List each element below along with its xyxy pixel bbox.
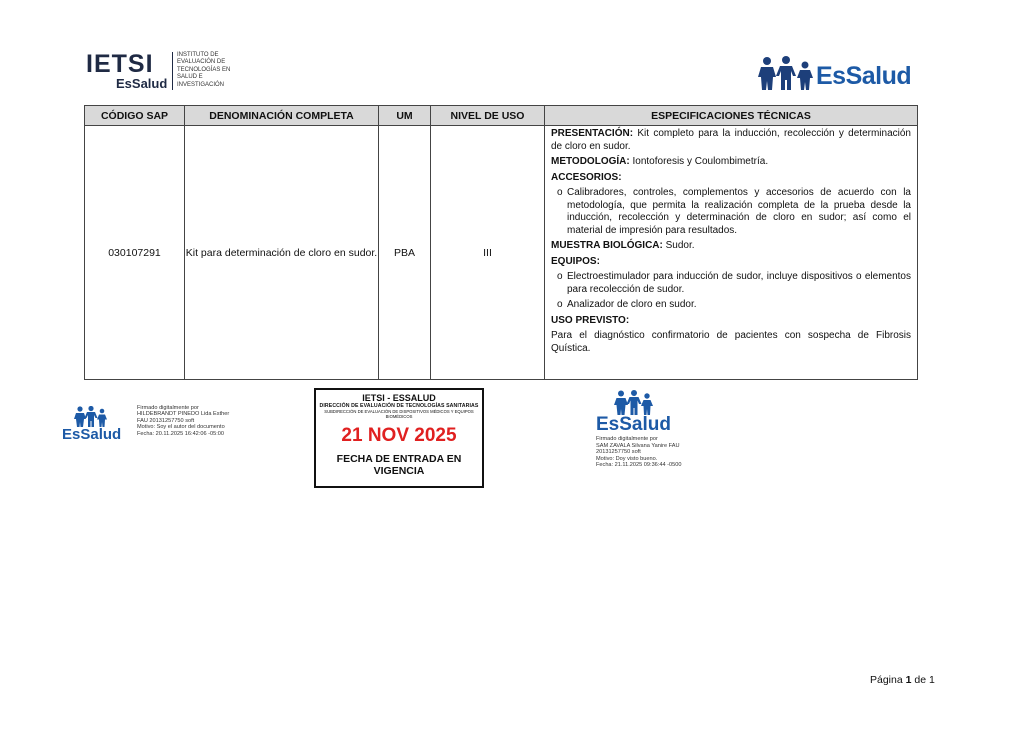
signature-left-logo: [62, 406, 122, 446]
spec-presentacion-label: PRESENTACIÓN:: [551, 128, 634, 139]
spec-equipos-item-text: Analizador de cloro en sudor.: [567, 299, 697, 310]
family-figures-icon: [614, 390, 688, 416]
stamp-direction: DIRECCIÓN DE EVALUACIÓN DE TECNOLOGÍAS SANITARIAS: [319, 403, 479, 409]
cell-denominacion: Kit para determinación de cloro en sudor.: [185, 126, 379, 380]
spec-equipos-item: [551, 299, 911, 312]
cell-codigo-sap: 030107291: [85, 126, 185, 380]
spec-muestra: [551, 240, 911, 253]
ietsi-logo-divider: [172, 52, 173, 90]
spec-muestra-label: MUESTRA BIOLÓGICA:: [551, 240, 663, 251]
essalud-logo-word: EsSalud: [816, 62, 912, 90]
bullet-marker: o: [557, 271, 563, 282]
col-denominacion: DENOMINACIÓN COMPLETA: [185, 106, 379, 126]
spec-muestra-text: Sudor.: [662, 240, 695, 251]
table-header-row: [85, 106, 918, 126]
signature-right-logo-word: EsSalud: [596, 414, 671, 435]
col-nivel-de-uso: NIVEL DE USO: [431, 106, 545, 126]
bullet-marker: o: [557, 299, 563, 310]
spec-presentacion: [551, 128, 911, 153]
page-number-middle: de: [911, 674, 929, 686]
stamp-subdirection: SUBDIRECCIÓN DE EVALUACIÓN DE DISPOSITIVOS MÉDICOS Y EQUIPOS BIOMÉDICOS: [324, 409, 474, 419]
spec-uso-label: USO PREVISTO:: [551, 314, 630, 326]
signature-left-line: Fecha: 20.11.2025 16:42:06 -05:00: [137, 430, 224, 437]
signature-left-line: FAU 20131257750 soft: [137, 417, 195, 424]
signature-left-logo-word: EsSalud: [62, 426, 122, 443]
family-figures-icon: [758, 56, 814, 92]
spec-metodologia: [551, 156, 911, 169]
spec-metodologia-label: METODOLOGÍA:: [551, 156, 630, 167]
col-um: UM: [379, 106, 431, 126]
cell-nivel-de-uso: III: [431, 126, 545, 380]
page-number-current: 1: [905, 674, 912, 686]
cell-um: PBA: [379, 126, 431, 380]
ietsi-logo-word: IETSI: [86, 50, 154, 78]
spec-presentacion-text: Kit completo para la inducción, recolección y determinación de cloro en sudor.: [551, 128, 911, 152]
specifications-table: [84, 105, 918, 380]
page-number-total: 1: [928, 674, 935, 686]
table-row: [85, 126, 918, 380]
col-codigo-sap: CÓDIGO SAP: [85, 106, 185, 126]
signature-left-line: HILDEBRANDT PINEDO Lida Esther: [137, 411, 230, 418]
page-number-prefix: Página: [870, 674, 906, 686]
ietsi-logo: [86, 50, 246, 94]
spec-equipos-item: [551, 271, 911, 296]
ietsi-institute-name: INSTITUTO DE EVALUACIÓN DE TECNOLOGÍAS EN SALUD E INVESTIGACIÓN: [177, 52, 231, 88]
signature-right-line: SAM ZAVALA Silvana Yanire FAU: [596, 442, 680, 449]
stamp-date: 21 NOV 2025: [341, 425, 457, 446]
signature-right-line: Fecha: 21.11.2025 09:36:44 -0500: [596, 462, 682, 469]
spec-uso-text: Para el diagnóstico confirmatorio de pacientes con sospecha de Fibrosis Quística.: [551, 330, 911, 354]
signature-left-line: Motivo: Soy el autor del documento: [137, 424, 225, 431]
signature-left-line: Firmado digitalmente por: [137, 405, 199, 411]
signature-left-text: [137, 405, 257, 437]
spec-metodologia-text: Iontoforesis y Coulombimetría.: [629, 156, 769, 167]
spec-accesorios-label: ACCESORIOS:: [551, 171, 622, 183]
ietsi-logo-sub: EsSalud: [116, 76, 168, 91]
page-number: [870, 674, 935, 686]
signature-right-logo: [596, 390, 670, 436]
signature-right-line: 20131257750 soft: [596, 449, 641, 456]
signature-right-line: Firmado digitalmente por: [596, 436, 658, 442]
signature-right-line: Motivo: Doy visto bueno.: [596, 455, 658, 462]
signature-right-text: [596, 436, 706, 469]
cell-especificaciones: [545, 126, 918, 380]
bullet-marker: o: [557, 187, 563, 198]
spec-equipos-item-text: Electroestimulador para inducción de sudor, incluye dispositivos o elementos para recolección de sudor.: [567, 271, 911, 295]
spec-accesorios-item-text: Calibradores, controles, complementos y accesorios de acuerdo con la metodología, que permita la realización completa de la prueba desde la inducción, recolección y determinación de cloro en sudor; así como el material de impresión para resultados.: [567, 187, 911, 236]
spec-accesorios-item: [551, 187, 911, 237]
essalud-logo: [758, 56, 918, 94]
stamp-title: IETSI - ESSALUD: [362, 393, 436, 403]
validity-stamp: [314, 388, 484, 488]
spec-equipos-label: EQUIPOS:: [551, 255, 600, 267]
stamp-caption: FECHA DE ENTRADA EN VIGENCIA: [336, 453, 462, 477]
family-figures-icon: [74, 406, 130, 428]
col-especificaciones: ESPECIFICACIONES TÉCNICAS: [545, 106, 918, 126]
